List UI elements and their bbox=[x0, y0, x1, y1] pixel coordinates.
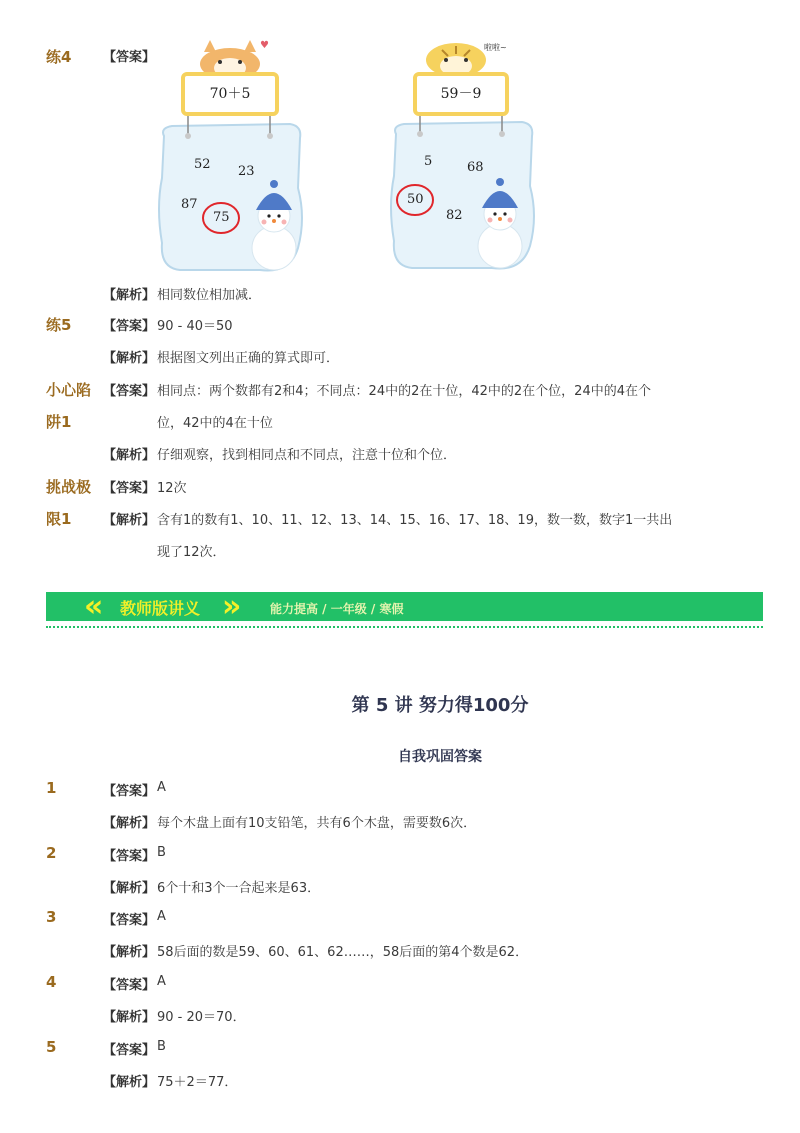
question-number: 1 bbox=[46, 779, 57, 797]
answer-text: 90 - 40＝50 bbox=[157, 319, 233, 334]
question-number: 5 bbox=[46, 1038, 57, 1056]
speech-text: 啦啦~ bbox=[484, 43, 507, 52]
question-label: 阱1 bbox=[46, 413, 72, 431]
answer-tag: 【答案】 bbox=[103, 784, 156, 799]
chevron-left-icon: « bbox=[84, 589, 104, 624]
analysis-text: 6个十和3个一合起来是63． bbox=[157, 881, 321, 896]
question-label: 挑战极 bbox=[46, 478, 92, 496]
question-label: 小心陷 bbox=[46, 381, 92, 399]
answer-text: 相同点：两个数都有2和4；不同点：24中的2在十位，42中的2在个位，24中的4在个 bbox=[157, 384, 651, 399]
expression-card: 59－9 bbox=[413, 72, 509, 116]
answer-tag: 【答案】 bbox=[103, 913, 156, 928]
analysis-text: 75＋2＝77． bbox=[157, 1075, 238, 1090]
number-option: 23 bbox=[238, 164, 255, 179]
analysis-text: 每个木盘上面有10支铅笔，共有6个木盘，需要数6次． bbox=[157, 816, 477, 831]
answer-text: A bbox=[157, 909, 166, 924]
answer-tag: 【答案】 bbox=[103, 50, 156, 65]
answer-tag: 【答案】 bbox=[103, 384, 156, 399]
analysis-tag: 【解析】 bbox=[103, 816, 156, 831]
analysis-tag: 【解析】 bbox=[103, 1010, 156, 1025]
lecture-title: 第 5 讲 努力得100分 bbox=[351, 695, 529, 716]
answer-text: B bbox=[157, 1039, 166, 1054]
question-label: 练4 bbox=[46, 48, 72, 66]
answer-tag: 【答案】 bbox=[103, 849, 156, 864]
answer-text: A bbox=[157, 974, 166, 989]
analysis-text: 根据图文列出正确的算式即可． bbox=[157, 351, 340, 366]
answer-tag: 【答案】 bbox=[103, 481, 156, 496]
lecture-subtitle: 自我巩固答案 bbox=[398, 749, 482, 765]
analysis-text: 90 - 20＝70． bbox=[157, 1010, 246, 1025]
analysis-text: 相同数位相加减． bbox=[157, 288, 262, 303]
banner-title: 教师版讲义 bbox=[120, 599, 201, 618]
answer-text: 位，42中的4在十位 bbox=[157, 416, 273, 431]
number-option-circled: 50 bbox=[407, 192, 424, 207]
answer-tag: 【答案】 bbox=[103, 319, 156, 334]
answer-tag: 【答案】 bbox=[103, 1043, 156, 1058]
analysis-text: 仔细观察，找到相同点和不同点，注意十位和个位． bbox=[157, 448, 457, 463]
question-label: 限1 bbox=[46, 510, 72, 528]
answer-text: 12次 bbox=[157, 481, 187, 496]
analysis-tag: 【解析】 bbox=[103, 1075, 156, 1090]
answer-text: B bbox=[157, 845, 166, 860]
number-option: 68 bbox=[467, 160, 484, 175]
question-number: 4 bbox=[46, 973, 57, 991]
chevron-right-icon: » bbox=[222, 589, 242, 624]
number-option: 87 bbox=[181, 197, 198, 212]
analysis-tag: 【解析】 bbox=[103, 881, 156, 896]
breadcrumb: 能力提高 / 一年级 / 寒假 bbox=[270, 602, 404, 616]
question-number: 2 bbox=[46, 844, 57, 862]
answer-text: A bbox=[157, 780, 166, 795]
number-option: 52 bbox=[194, 157, 211, 172]
svg-text:♥: ♥ bbox=[260, 40, 269, 51]
analysis-tag: 【解析】 bbox=[103, 513, 156, 528]
snowman-body bbox=[252, 226, 296, 270]
analysis-tag: 【解析】 bbox=[103, 288, 156, 303]
snowman-body bbox=[478, 224, 522, 268]
number-option: 5 bbox=[424, 154, 433, 169]
answer-tag: 【答案】 bbox=[103, 978, 156, 993]
analysis-text: 现了12次． bbox=[157, 545, 226, 560]
analysis-text: 58后面的数是59、60、61、62……，58后面的第4个数是62． bbox=[157, 945, 529, 960]
question-number: 3 bbox=[46, 908, 57, 926]
question-label: 练5 bbox=[46, 316, 72, 334]
expression-card: 70＋5 bbox=[181, 72, 279, 116]
number-option: 82 bbox=[446, 208, 463, 223]
number-option-circled: 75 bbox=[213, 210, 230, 225]
analysis-tag: 【解析】 bbox=[103, 351, 156, 366]
analysis-text: 含有1的数有1、10、11、12、13、14、15、16、17、18、19，数一数，数字1一共出 bbox=[157, 513, 673, 528]
divider bbox=[46, 626, 763, 628]
analysis-tag: 【解析】 bbox=[103, 448, 156, 463]
analysis-tag: 【解析】 bbox=[103, 945, 156, 960]
